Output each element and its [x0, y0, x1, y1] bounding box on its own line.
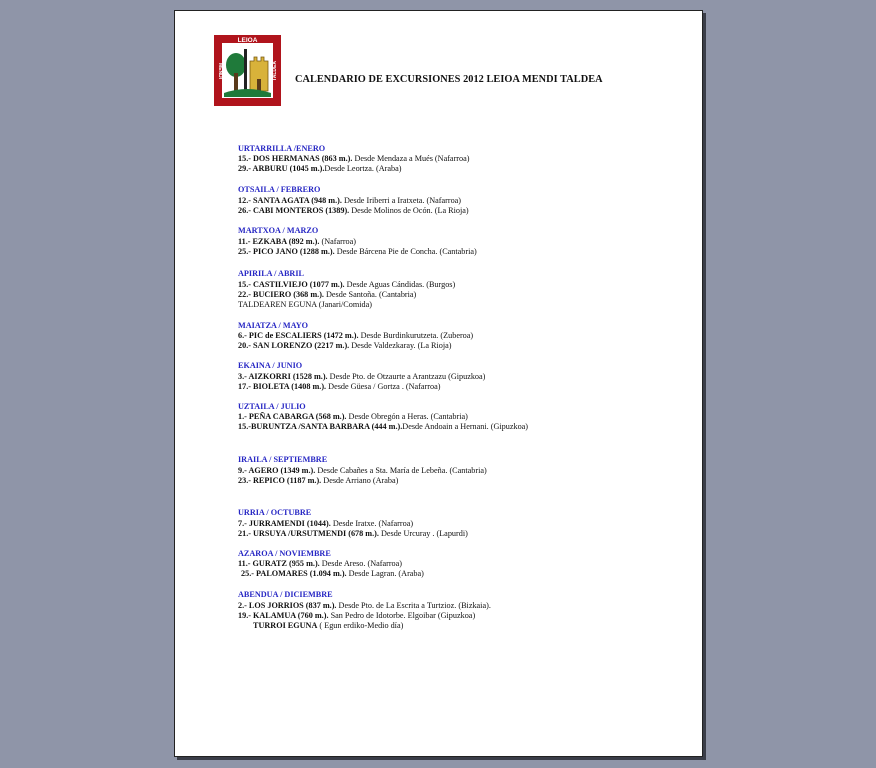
leioa-logo — [214, 35, 281, 106]
month-heading: APIRILA / ABRIL — [238, 269, 304, 278]
excursion-entry: TURROI EGUNA ( Egun erdiko-Medio día) — [253, 621, 404, 630]
excursion-entry: 23.- REPICO (1187 m.). Desde Arriano (Araba) — [238, 476, 399, 485]
excursion-entry: 19.- KALAMUA (760 m.). San Pedro de Idotorbe. Elgoibar (Gipuzkoa) — [238, 611, 476, 620]
excursion-entry: 6.- PIC de ESCALIERS (1472 m.). Desde Burdinkurutzeta. (Zuberoa) — [238, 331, 474, 340]
month-heading: OTSAILA / FEBRERO — [238, 185, 321, 194]
month-heading: IRAILA / SEPTIEMBRE — [238, 455, 328, 464]
excursion-entry: 17.- BIOLETA (1408 m.). Desde Güesa / Gortza . (Nafarroa) — [238, 382, 441, 391]
excursion-entry: 15.- DOS HERMANAS (863 m.). Desde Mendaza a Mués (Nafarroa) — [238, 154, 470, 163]
excursion-entry: 21.- URSUYA /URSUTMENDI (678 m.). Desde Urcuray . (Lapurdi) — [238, 529, 468, 538]
excursion-entry: 15.- CASTILVIEJO (1077 m.). Desde Aguas Cándidas. (Burgos) — [238, 280, 456, 289]
excursion-entry: 11.- GURATZ (955 m.). Desde Areso. (Nafarroa) — [238, 559, 403, 568]
excursion-entry: 25.- PICO JANO (1288 m.). Desde Bárcena Pie de Concha. (Cantabria) — [238, 247, 477, 256]
excursion-entry: 7.- JURRAMENDI (1044). Desde Iratxe. (Nafarroa) — [238, 519, 414, 528]
excursion-entry: 22.- BUCIERO (368 m.). Desde Santoña. (Cantabria) — [238, 290, 417, 299]
document-page — [174, 10, 703, 757]
excursion-entry: 15.-BURUNTZA /SANTA BARBARA (444 m.).Desde Andoain a Hernani. (Gipuzkoa) — [238, 422, 529, 431]
svg-text:LEIOA: LEIOA — [237, 37, 258, 44]
month-heading: AZAROA / NOVIEMBRE — [238, 549, 331, 558]
excursion-entry: 29.- ARBURU (1045 m.).Desde Leortza. (Araba) — [238, 164, 402, 173]
month-heading: UZTAILA / JULIO — [238, 402, 306, 411]
month-heading: MAIATZA / MAYO — [238, 321, 309, 330]
excursion-entry: 12.- SANTA AGATA (948 m.). Desde Iriberri a Iratxeta. (Nafarroa) — [238, 196, 462, 205]
document-title: CALENDARIO DE EXCURSIONES 2012 LEIOA MENDI TALDEA — [295, 74, 603, 85]
excursion-entry: 25.- PALOMARES (1.094 m.). Desde Lagran. (Araba) — [241, 569, 424, 578]
excursion-entry: TALDEAREN EGUNA (Janari/Comida) — [238, 300, 372, 309]
month-heading: URRIA / OCTUBRE — [238, 508, 312, 517]
excursion-entry: 9.- AGERO (1349 m.). Desde Cabañes a Sta. María de Lebeña. (Cantabria) — [238, 466, 487, 475]
svg-text:MENDI: MENDI — [217, 62, 223, 80]
month-heading: ABENDUA / DICIEMBRE — [238, 590, 333, 599]
month-heading: MARTXOA / MARZO — [238, 226, 319, 235]
excursion-entry: 26.- CABI MONTEROS (1389). Desde Molinos de Ocón. (La Rioja) — [238, 206, 469, 215]
excursion-entry: 1.- PEÑA CABARGA (568 m.). Desde Obregón a Heras. (Cantabria) — [238, 412, 468, 421]
excursion-entry: 20.- SAN LORENZO (2217 m.). Desde Valdezkaray. (La Rioja) — [238, 341, 452, 350]
excursion-entry: 3.- AIZKORRI (1528 m.). Desde Pto. de Otzaurte a Arantzazu (Gipuzkoa) — [238, 372, 486, 381]
month-heading: EKAINA / JUNIO — [238, 361, 303, 370]
excursion-entry: 2.- LOS JORRIOS (837 m.). Desde Pto. de La Escrita a Turtzioz. (Bizkaia). — [238, 601, 491, 610]
month-heading: URTARRILLA /ENERO — [238, 144, 326, 153]
svg-text:TALDEA: TALDEA — [272, 61, 278, 81]
excursion-entry: 11.- EZKABA (892 m.). (Nafarroa) — [238, 237, 357, 246]
